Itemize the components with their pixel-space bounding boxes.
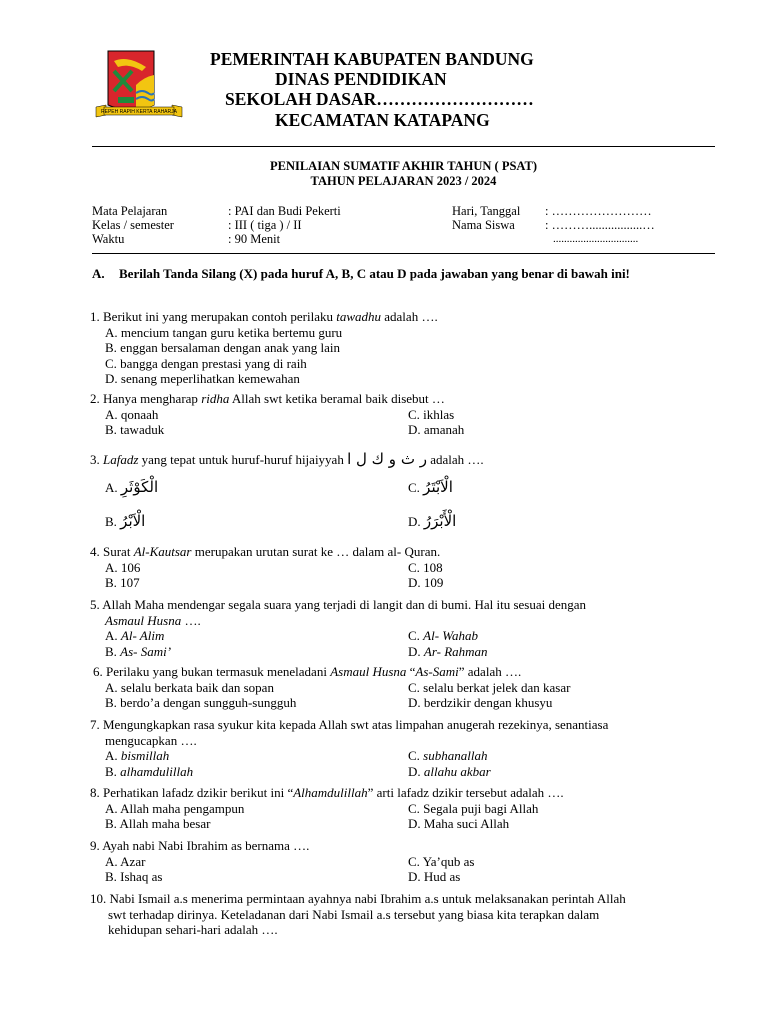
- q2-option-c[interactable]: C. ikhlas: [408, 406, 455, 422]
- q8-option-a[interactable]: A. Allah maha pengampun: [105, 800, 245, 816]
- q1-option-a[interactable]: A. mencium tangan guru ketika bertemu guru: [105, 324, 343, 340]
- q3-option-d[interactable]: D. الْأَبْرَرُ: [408, 511, 457, 530]
- q4-option-a[interactable]: A. 106: [105, 559, 141, 575]
- q7-option-d[interactable]: D. allahu akbar: [408, 763, 491, 779]
- q6-option-b[interactable]: B. berdo’a dengan sungguh-sungguh: [105, 695, 297, 710]
- exam-year: TAHUN PELAJARAN 2023 / 2024: [310, 174, 497, 188]
- q7-option-a[interactable]: A. bismillah: [105, 748, 170, 763]
- question-7: 7. Mengungkapkan rasa syukur kita kepada Allah swt atas limpahan anugerah rezekinya, senantiasa mengucapkan …. A. bismillah C. subhanallah B. alhamdulillah D. allahu akbar: [90, 717, 609, 779]
- mapel-label: Mata Pelajaran: [92, 204, 168, 218]
- q6-option-a[interactable]: A. selalu berkata baik dan sopan: [105, 679, 274, 695]
- q1-option-d[interactable]: D. senang meperlihatkan kemewahan: [105, 371, 300, 386]
- q9-option-c[interactable]: C. Ya’qub as: [408, 853, 475, 869]
- question-5: 5. Allah Maha mendengar segala suara yang terjadi di langit dan di bumi. Hal itu sesuai dengan Asmaul Husna …. A. Al- Alim C. Al- Wahab B. As- Sami’ D. Ar- Rahman: [90, 597, 587, 659]
- instruction-letter: A.: [92, 266, 105, 281]
- q3-option-c[interactable]: C. الْاَبْتَرُ: [408, 477, 453, 496]
- hari-value: : ……………………: [545, 204, 652, 218]
- q1-option-b[interactable]: B. enggan bersalaman dengan anak yang lain: [105, 340, 340, 355]
- header-dinas: DINAS PENDIDIKAN: [275, 69, 447, 89]
- q6-option-d[interactable]: D. berdzikir dengan khusyu: [408, 695, 553, 710]
- q2-option-b[interactable]: B. tawaduk: [105, 422, 165, 437]
- q5-option-c[interactable]: C. Al- Wahab: [408, 628, 478, 643]
- kelas-label: Kelas / semester: [92, 218, 174, 232]
- question-3: 3. Lafadz yang tepat untuk huruf-huruf hijaiyyah ر ث و ك ل ا adalah …. A. الْكَوْثَرِ C. الْاَبْتَرُ B. الْاَبْرُ D. الْأَبْرَرُ: [90, 450, 484, 530]
- header-pemerintah: PEMERINTAH KABUPATEN BANDUNG: [210, 49, 534, 69]
- exam-title: PENILAIAN SUMATIF AKHIR TAHUN ( PSAT): [269, 159, 538, 173]
- header-sekolah: SEKOLAH DASAR………………………: [225, 89, 534, 109]
- waktu-label: Waktu: [92, 232, 125, 246]
- question-9: 9. Ayah nabi Nabi Ibrahim as bernama …. A. Azar C. Ya’qub as B. Ishaq as D. Hud as: [90, 838, 475, 884]
- waktu-value: : 90 Menit: [228, 232, 281, 246]
- kabupaten-bandung-logo: [92, 47, 196, 119]
- nama-value: : ……….................…: [545, 218, 655, 232]
- meta-divider: [92, 253, 715, 254]
- q5-option-d[interactable]: D. Ar- Rahman: [408, 643, 488, 659]
- q5-option-a[interactable]: A. Al- Alim: [105, 628, 165, 643]
- q9-option-a[interactable]: A. Azar: [105, 853, 146, 869]
- kelas-value: : III ( tiga ) / II: [228, 218, 302, 232]
- q3-option-b[interactable]: B. الْاَبْرُ: [105, 511, 146, 530]
- logo-motto: REPEH RAPIH KERTA RAHARJA: [101, 109, 177, 115]
- q4-option-c[interactable]: C. 108: [408, 559, 443, 575]
- q6-option-c[interactable]: C. selalu berkat jelek dan kasar: [408, 679, 571, 695]
- hari-label: Hari, Tanggal: [452, 204, 521, 218]
- q7-option-b[interactable]: B. alhamdulillah: [105, 763, 194, 779]
- q4-option-d[interactable]: D. 109: [408, 575, 444, 590]
- header-divider: [92, 146, 715, 147]
- q4-option-b[interactable]: B. 107: [105, 575, 140, 590]
- q8-option-b[interactable]: B. Allah maha besar: [105, 816, 211, 831]
- q9-option-b[interactable]: B. Ishaq as: [105, 869, 163, 884]
- q8-option-d[interactable]: D. Maha suci Allah: [408, 816, 510, 831]
- question-4: 4. Surat Al-Kautsar merupakan urutan surat ke … dalam al- Quran. A. 106 C. 108 B. 107 D. 109: [90, 544, 444, 590]
- q2-option-a[interactable]: A. qonaah: [105, 406, 159, 422]
- q9-option-d[interactable]: D. Hud as: [408, 869, 461, 884]
- question-10: 10. Nabi Ismail a.s menerima permintaan ayahnya nabi Ibrahim a.s untuk melaksanakan perintah Allah swt terhadap dirinya. Keteladanan dari Nabi Ismail a.s tersebut yang biasa kita terapkan dalam kehidupan sehari-hari adalah ….: [90, 891, 626, 937]
- q8-option-c[interactable]: C. Segala puji bagi Allah: [408, 800, 539, 816]
- question-8: 8. Perhatikan lafadz dzikir berikut ini “Alhamdulillah” arti lafadz dzikir tersebut adalah …. A. Allah maha pengampun C. Segala puji bagi Allah B. Allah maha besar D. Maha suci Allah: [90, 785, 564, 831]
- instruction-text: Berilah Tanda Silang (X) pada huruf A, B, C atau D pada jawaban yang benar di bawah ini!: [119, 266, 630, 281]
- mapel-value: : PAI dan Budi Pekerti: [228, 204, 341, 218]
- q2-option-d[interactable]: D. amanah: [408, 422, 465, 437]
- q3-option-a[interactable]: A. الْكَوْثَرِ: [105, 477, 159, 496]
- nama-value-line2: ...............................: [553, 233, 639, 245]
- q5-option-b[interactable]: B. As- Sami’: [105, 643, 172, 659]
- q1-option-c[interactable]: C. bangga dengan prestasi yang di raih: [105, 355, 307, 371]
- question-1: 1. Berikut ini yang merupakan contoh perilaku tawadhu adalah …. A. mencium tangan guru ketika bertemu guru B. enggan bersalaman dengan anak yang lain C. bangga dengan prestasi yang di raih D. senang meperlihatkan kemewahan: [90, 309, 438, 386]
- question-2: 2. Hanya mengharap ridha Allah swt ketika beramal baik disebut … A. qonaah C. ikhlas B. tawaduk D. amanah: [90, 391, 465, 437]
- header-kecamatan: KECAMATAN KATAPANG: [275, 110, 490, 130]
- q3-hijaiyyah-letters: ر ث و ك ل ا: [347, 450, 427, 468]
- question-6: 6. Perilaku yang bukan termasuk meneladani Asmaul Husna “As-Sami” adalah …. A. selalu berkata baik dan sopan C. selalu berkat jelek dan kasar B. berdo’a dengan sungguh-sungguh D. berdzikir dengan khusyu: [93, 664, 571, 710]
- q7-option-c[interactable]: C. subhanallah: [408, 748, 488, 763]
- nama-label: Nama Siswa: [452, 218, 515, 232]
